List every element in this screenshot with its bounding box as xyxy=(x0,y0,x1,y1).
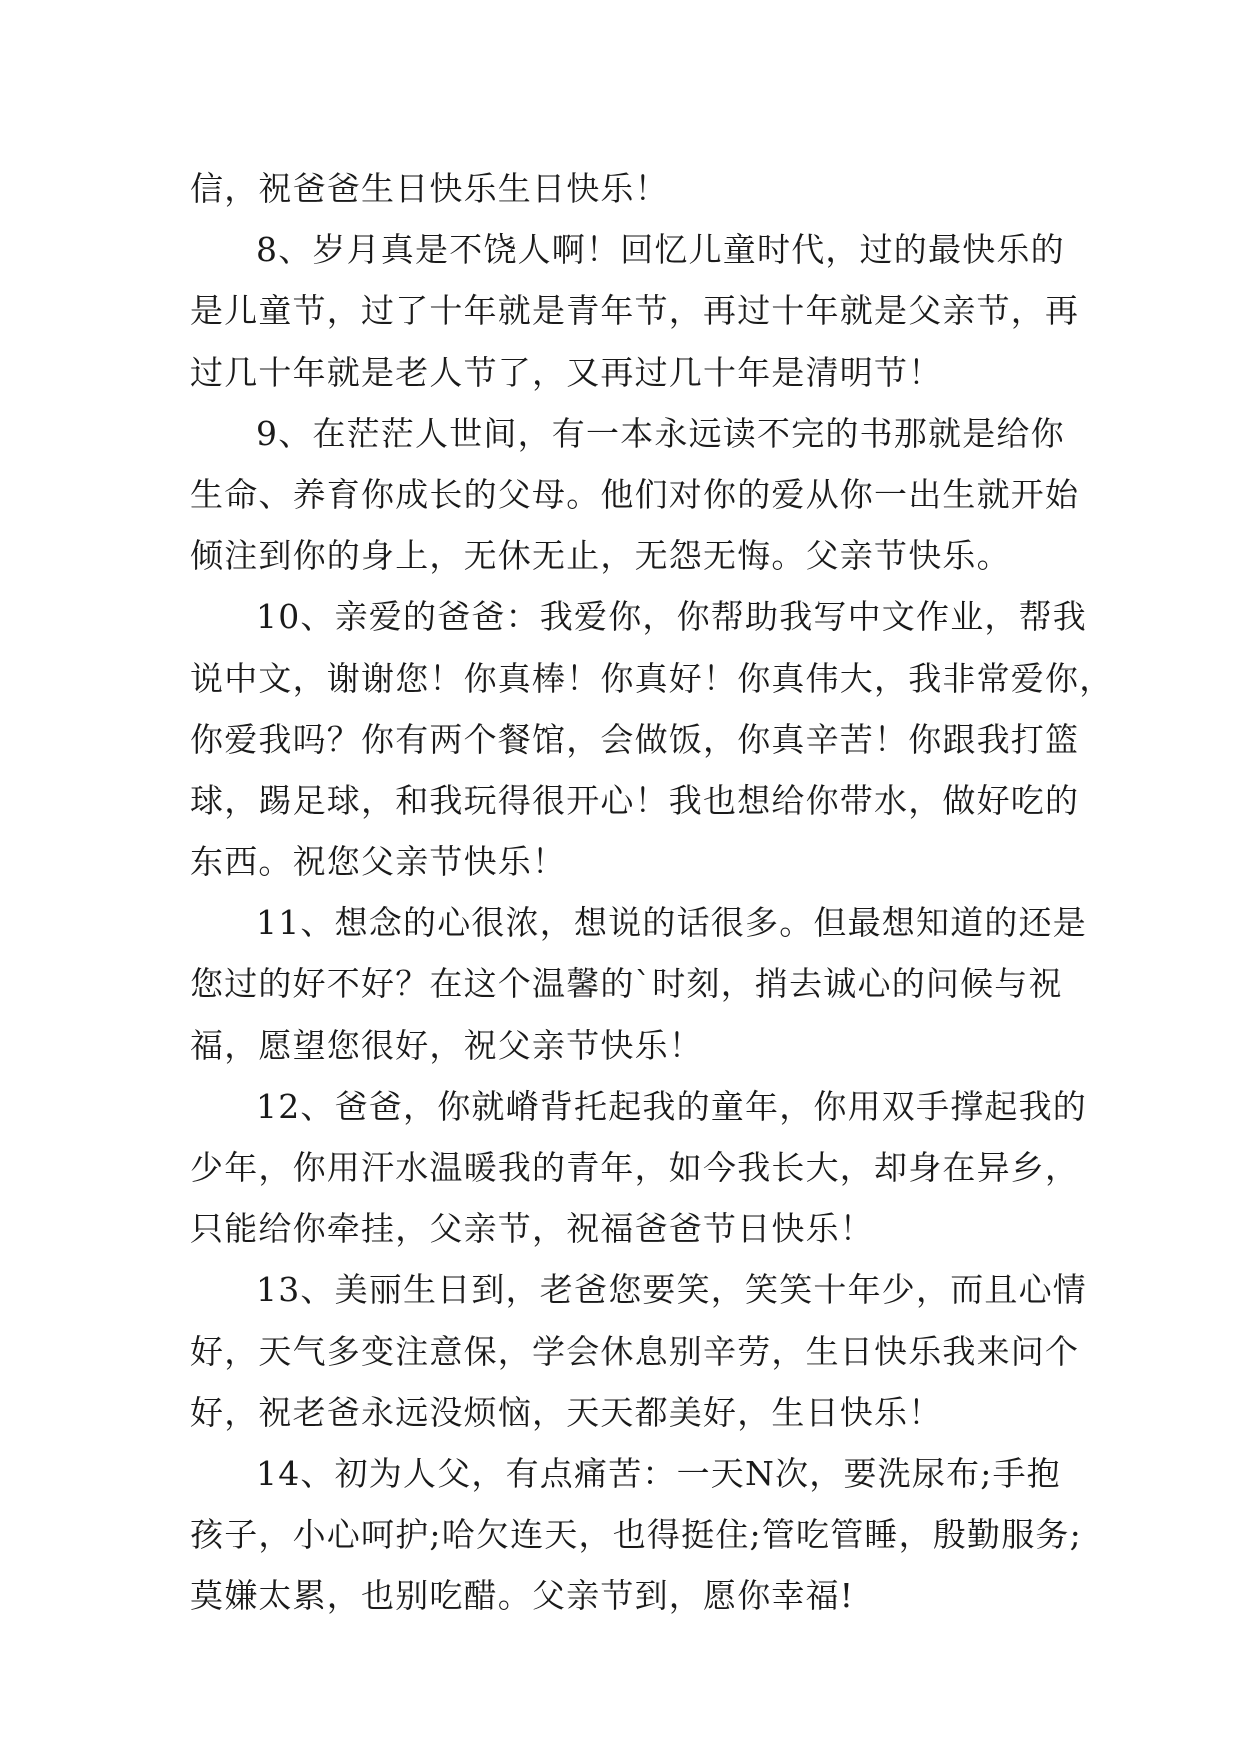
text-line: 只能给你牵挂，父亲节，祝福爸爸节日快乐！ xyxy=(190,1209,874,1249)
text-line: 福，愿望您很好，祝父亲节快乐！ xyxy=(190,1025,703,1065)
text-line: 莫嫌太累，也别吃醋。父亲节到，愿你幸福! xyxy=(190,1576,855,1616)
text-line: 球，踢足球，和我玩得很开心！我也想给你带水，做好吃的 xyxy=(190,780,1080,820)
text-line: 过几十年就是老人节了，又再过几十年是清明节！ xyxy=(190,352,943,392)
text-line: 9、在茫茫人世间，有一本永远读不完的书那就是给你 xyxy=(256,413,1065,453)
text-line: 孩子，小心呵护;哈欠连天，也得挺住;管吃管睡，殷勤服务; xyxy=(190,1515,1082,1555)
paragraph xyxy=(190,586,1114,892)
text-line: 8、岁月真是不饶人啊！回忆儿童时代，过的最快乐的 xyxy=(256,230,1065,270)
text-line: 生命、养育你成长的父母。他们对你的爱从你一出生就开始 xyxy=(190,474,1080,514)
text-line: 好，祝老爸永远没烦恼，天天都美好，生日快乐！ xyxy=(190,1392,943,1432)
paragraph xyxy=(190,403,1080,587)
paragraph xyxy=(190,892,1087,1076)
text-line: 信，祝爸爸生日快乐生日快乐！ xyxy=(190,169,669,208)
text-line: 好，天气多变注意保，学会休息别辛劳，生日快乐我来问个 xyxy=(190,1331,1080,1371)
text-line: 10、亲爱的爸爸：我爱你，你帮助我写中文作业，帮我 xyxy=(256,597,1087,637)
text-line: 13、美丽生日到，老爸您要笑，笑笑十年少，而且心情 xyxy=(256,1270,1087,1310)
text-line: 东西。祝您父亲节快乐！ xyxy=(190,842,567,882)
paragraph xyxy=(190,158,1050,219)
document-body xyxy=(190,158,1114,1627)
text-line: 14、初为人父，有点痛苦：一天N次，要洗尿布;手抱 xyxy=(256,1453,1061,1493)
paragraph xyxy=(190,1076,1087,1260)
paragraph xyxy=(190,219,1080,403)
paragraph xyxy=(190,1443,1082,1627)
text-line: 倾注到你的身上，无休无止，无怨无悔。父亲节快乐。 xyxy=(190,536,1011,576)
text-line: 少年，你用汗水温暖我的青年，如今我长大，却身在异乡， xyxy=(190,1148,1080,1187)
text-line: 12、爸爸，你就嵴背托起我的童年，你用双手撑起我的 xyxy=(256,1086,1087,1126)
text-line: 你爱我吗？你有两个餐馆，会做饭，你真辛苦！你跟我打篮 xyxy=(190,719,1080,759)
text-line: 11、想念的心很浓，想说的话很多。但最想知道的还是 xyxy=(256,903,1087,943)
text-line: 是儿童节，过了十年就是青年节，再过十年就是父亲节，再 xyxy=(190,291,1080,331)
paragraph xyxy=(190,1259,1087,1443)
text-line: 您过的好不好？在这个温馨的`时刻，捎去诚心的问候与祝 xyxy=(190,964,1063,1004)
text-line: 说中文，谢谢您！你真棒！你真好！你真伟大，我非常爱你， xyxy=(190,658,1114,698)
